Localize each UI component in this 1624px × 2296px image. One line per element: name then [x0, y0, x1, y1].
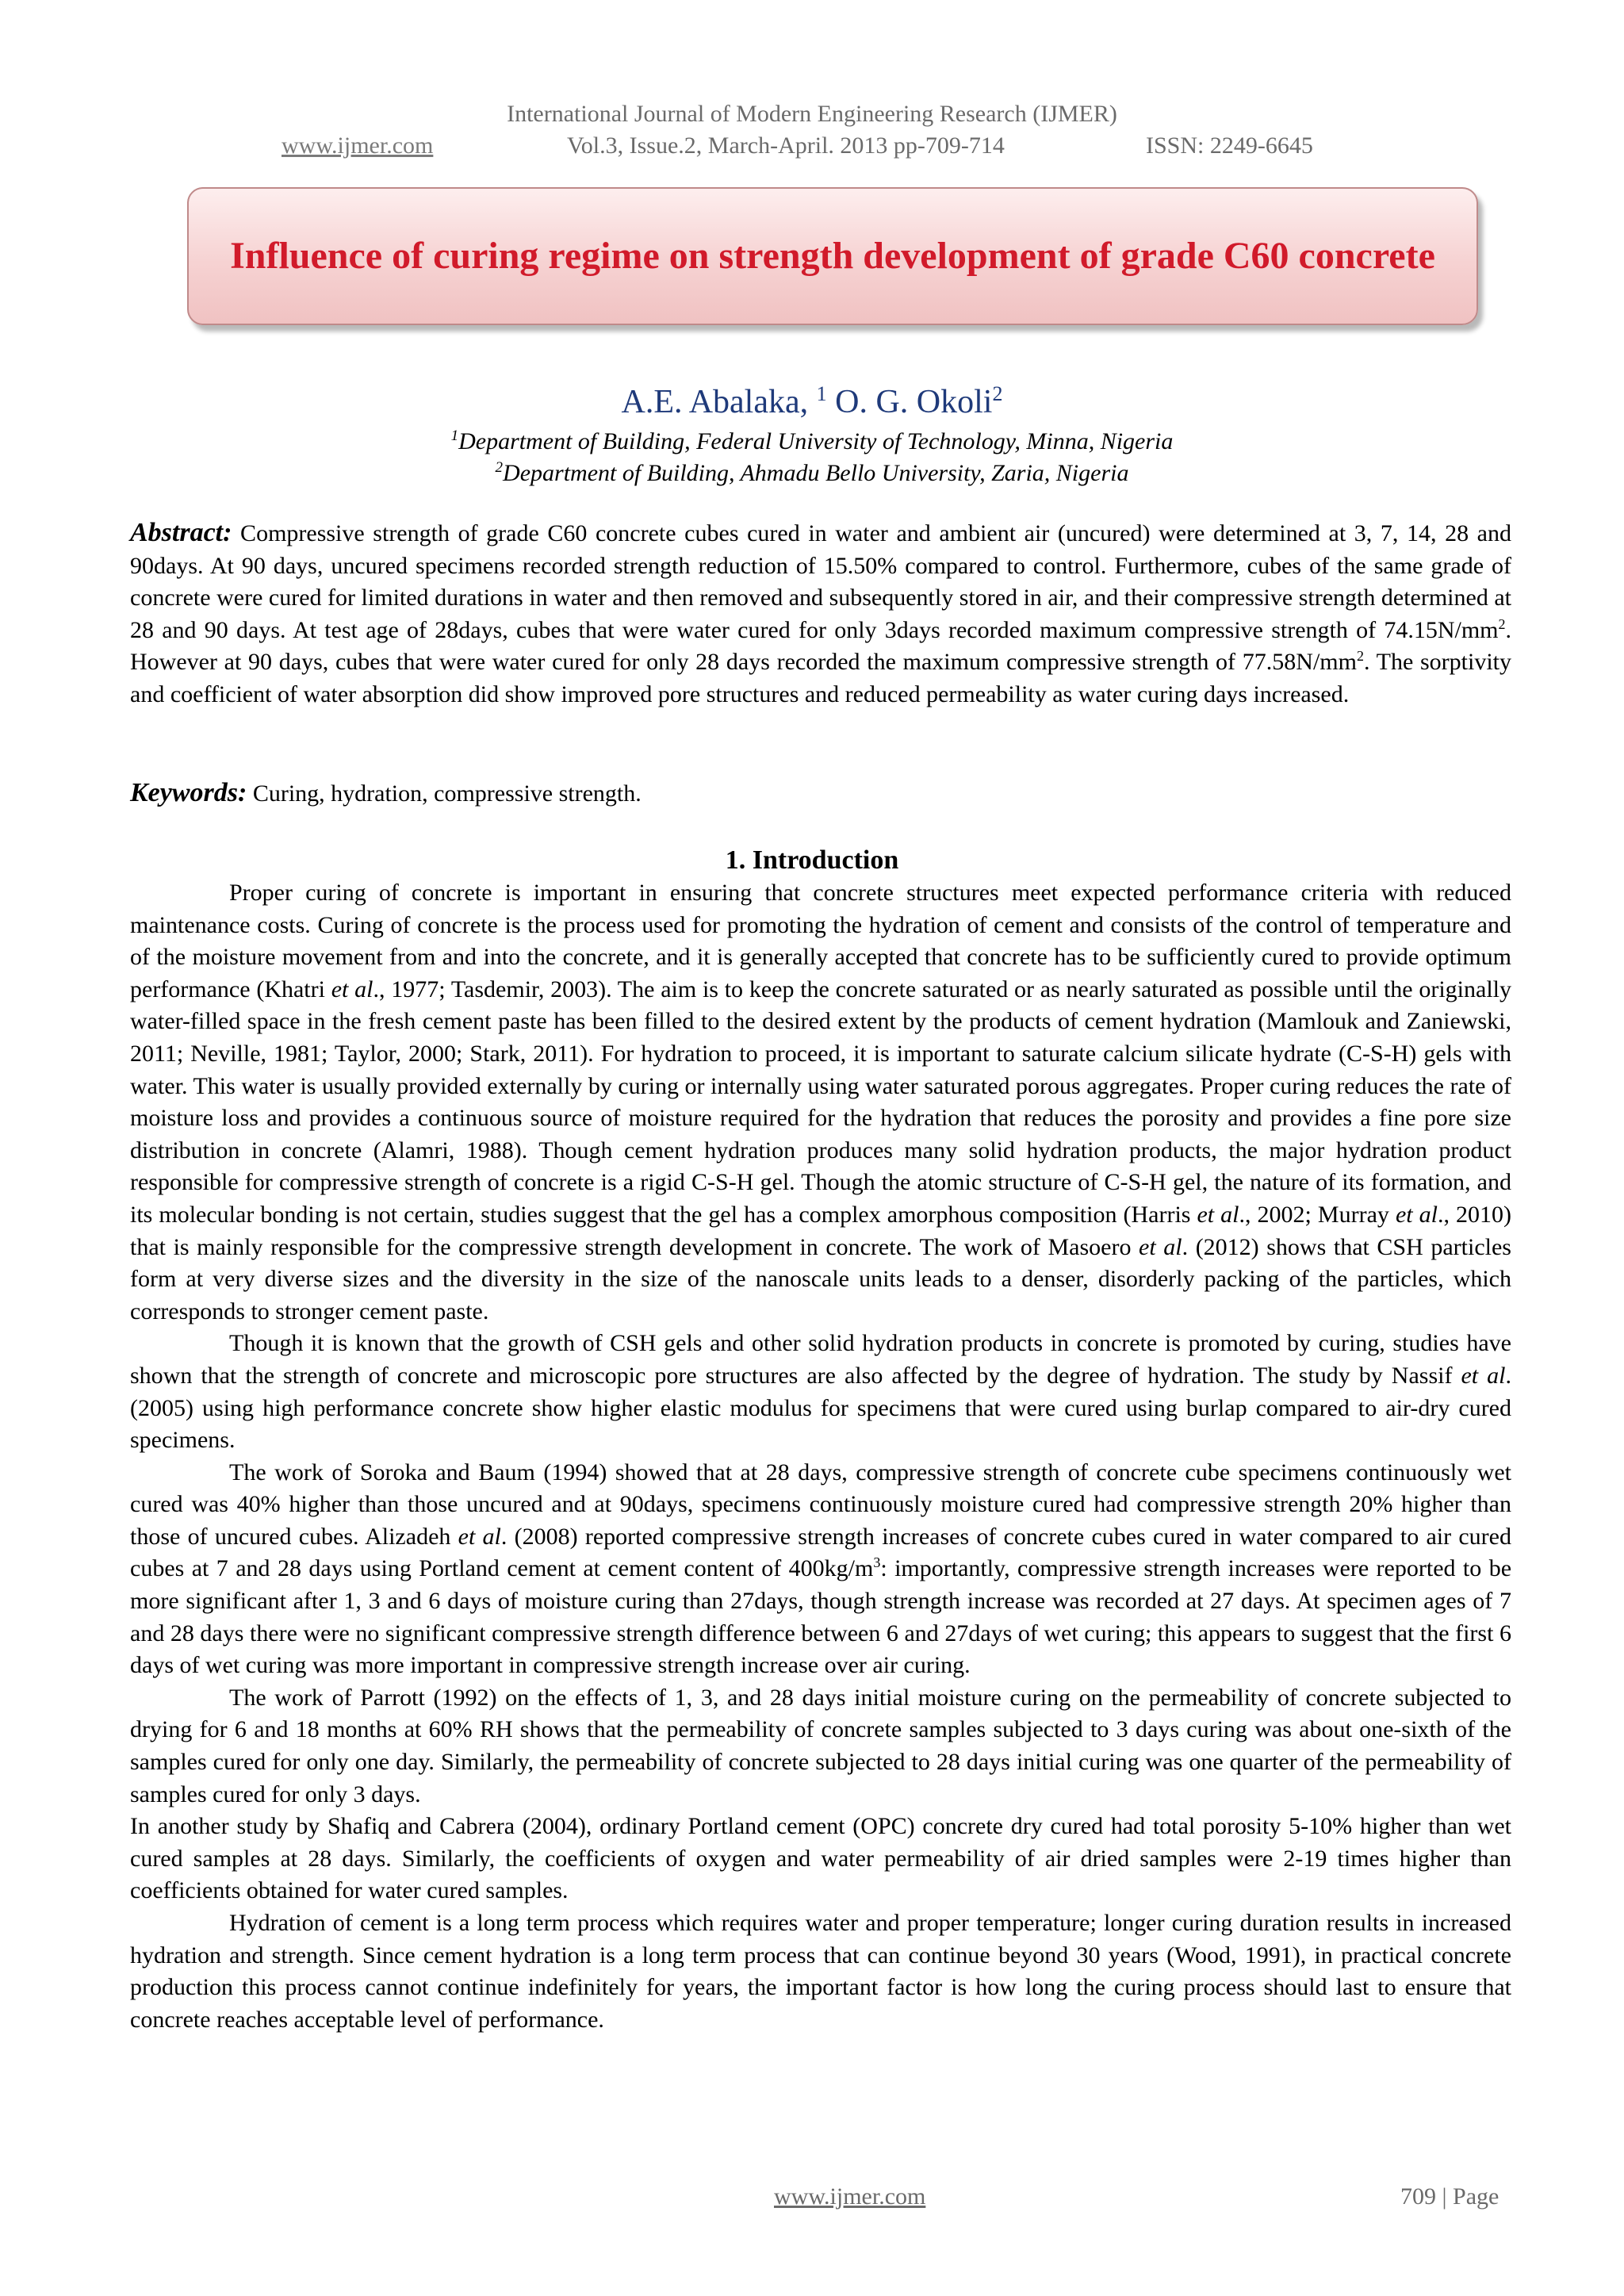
intro-paragraph-2	[130, 1328, 1511, 1456]
affiliation-2-text: Department of Building, Ahmadu Bello University, Zaria, Nigeria	[503, 460, 1129, 486]
journal-website-link[interactable]: www.ijmer.com	[282, 132, 434, 159]
keywords-text: Curing, hydration, compressive strength.	[247, 780, 642, 807]
journal-issn: ISSN: 2249-6645	[1146, 132, 1313, 159]
keywords-label: Keywords:	[130, 778, 247, 807]
abstract-sup-1: 2	[1498, 615, 1506, 632]
intro-p3-superscript: 3	[873, 1554, 881, 1571]
intro-p3-text: : importantly, compressive strength increases were reported to be more significant after 1, 3 and 6 days of moisture curing than 27days, though strength increase was recorded at 27 days. At specimen ages of 7 and 28 days there were no significant compressive strength difference between 6 and 27days of wet curing; this appears to suggest that the first 6 days of wet curing was more important in compressive strength increase over air curing.	[130, 1555, 1512, 1679]
intro-p1-text: Proper curing of concrete is important in ensuring that concrete structures meet expected performance criteria with reduced maintenance costs. Curing of concrete is the process used for promoting the hydration of cement and consists of the control of temperature and of the moisture movement from and into the concrete, and it is generally accepted that concrete has to be sufficiently cured to provide optimum performance (Khatri	[130, 880, 1511, 1002]
intro-paragraph-4: The work of Parrott (1992) on the effects of 1, 3, and 28 days initial moisture curing on the permeability of concrete subjected to drying for 6 and 18 months at 60% RH shows that the permeability of concrete samples subjected to 3 days curing was about one-sixth of the samples cured for only one day. Similarly, the permeability of concrete subjected to 28 days initial curing was one quarter of the permeability of samples cured for only 3 days.	[130, 1684, 1511, 1807]
intro-p1-text: ., 2002; Murray	[1239, 1201, 1396, 1228]
affiliation-1-text: Department of Building, Federal University of Technology, Minna, Nigeria	[458, 428, 1174, 454]
journal-name: International Journal of Modern Engineering Research (IJMER)	[507, 101, 1117, 127]
affiliation-1-marker: 1	[450, 427, 459, 444]
footer-page-number: 709 | Page	[1400, 2183, 1500, 2210]
intro-p1-text: ., 1977; Tasdemir, 2003). The aim is to keep the concrete saturated or as nearly saturated as possible until the originally water-filled space in the fresh cement paste has been filled to the desired extent by the products of cement hydration (Mamlouk and Zaniewski, 2011; Neville, 1981; Taylor, 2000; Stark, 2011). For hydration to proceed, it is important to saturate calcium silicate hydrate (C-S-H) gels with water. This water is usually provided externally by curing or internally using water saturated porous aggregates. Proper curing reduces the rate of moisture loss and provides a continuous source of moisture required for the hydration that reduces the porosity and provides a fine pore size distribution in concrete (Alamri, 1988). Though cement hydration produces many solid hydration products, the major hydration product responsible for compressive strength of concrete is a rigid C-S-H gel. Though the atomic structure of C-S-H gel, the nature of its formation, and its molecular bonding is not certain, studies suggest that the gel has a complex amorphous composition (Harris	[130, 976, 1511, 1228]
intro-p3-text: The work of Soroka and Baum (1994) showed that at 28 days, compressive strength of concrete cube specimens continuously wet cured was 40% higher than those uncured and at 90days, specimens continuously moisture cured had compressive strength 20% higher than those of uncured cubes. Alizadeh	[130, 1458, 1511, 1550]
intro-paragraph-3	[130, 1457, 1511, 1682]
author-1-superscript: 1	[816, 382, 827, 405]
author-line	[0, 374, 1624, 422]
intro-p3-text: . (2008) reported compressive strength increases of concrete cubes cured in water compared to air cured cubes at 7 and 28 days using Portland cement at cement content of 400kg/m	[130, 1523, 1511, 1582]
intro-p2-text: . (2005) using high performance concrete show higher elastic modulus for specimens that were cured using burlap compared to air-dry cured specimens.	[130, 1362, 1511, 1454]
footer-website-link[interactable]: www.ijmer.com	[774, 2183, 926, 2210]
keywords	[130, 777, 1511, 811]
intro-p2-etal: et al	[1461, 1362, 1506, 1389]
affiliation-2	[0, 454, 1624, 488]
intro-p3-etal: et al	[458, 1523, 501, 1550]
abstract	[130, 517, 1511, 711]
abstract-label: Abstract:	[130, 518, 232, 547]
intro-p1-etal: et al	[331, 976, 373, 1002]
affiliation-2-marker: 2	[495, 459, 504, 476]
paper-title: Influence of curing regime on strength development of grade C60 concrete	[230, 235, 1435, 277]
title-banner	[187, 187, 1478, 325]
author-2-superscript: 2	[992, 382, 1003, 405]
journal-meta	[282, 132, 1360, 160]
abstract-text-2: . However at 90 days, cubes that were water cured for only 28 days recorded the maximum compressive strength of 77.58N/mm	[130, 616, 1511, 676]
intro-p1-text: . (2012) shows that CSH particles form at very diverse sizes and the diversity in the size of the nanoscale units leads to a denser, disorderly packing of the particles, which corresponds to stronger cement paste.	[130, 1233, 1511, 1324]
author-1: A.E. Abalaka,	[621, 384, 809, 420]
section-heading-introduction: 1. Introduction	[725, 845, 899, 875]
intro-p1-etal: et al	[1139, 1233, 1182, 1260]
intro-p1-etal: et al	[1395, 1201, 1438, 1228]
intro-paragraph-5: In another study by Shafiq and Cabrera (2004), ordinary Portland cement (OPC) concrete dry cured had total porosity 5-10% higher than wet cured samples at 28 days. Similarly, the coefficients of oxygen and water permeability of air dried samples were 2-19 times higher than coefficients obtained for water cured samples.	[130, 1813, 1511, 1904]
abstract-sup-2: 2	[1356, 648, 1364, 665]
author-2: O. G. Okoli	[835, 384, 993, 420]
journal-volume: Vol.3, Issue.2, March-April. 2013 pp-709-714	[567, 132, 1005, 159]
intro-paragraph-6: Hydration of cement is a long term process which requires water and proper temperature; longer curing duration results in increased hydration and strength. Since cement hydration is a long term process that can continue beyond 30 years (Wood, 1991), in practical concrete production this process cannot continue indefinitely for years, the important factor is how long the curing process should last to ensure that concrete reaches acceptable level of performance.	[130, 1910, 1511, 2033]
abstract-text-1: Compressive strength of grade C60 concrete cubes cured in water and ambient air (uncured) were determined at 3, 7, 14, 28 and 90days. At 90 days, uncured specimens recorded strength reduction of 15.50% compared to control. Furthermore, cubes of the same grade of concrete were cured for limited durations in water and then removed and subsequently stored in air, and their compressive strength determined at 28 and 90 days. At test age of 28days, cubes that were water cured for only 3days recorded maximum compressive strength of 74.15N/mm	[130, 520, 1511, 643]
affiliation-1	[0, 422, 1624, 456]
intro-paragraph-1	[130, 877, 1511, 1328]
intro-p1-etal: et al	[1197, 1201, 1239, 1228]
intro-p1-text: ., 2010) that is mainly responsible for the compressive strength development in concrete. The work of Masoero	[130, 1201, 1511, 1260]
introduction-body	[130, 877, 1511, 2036]
abstract-text-3: . The sorptivity and coefficient of water absorption did show improved pore structures and reduced permeability as water curing days increased.	[130, 649, 1512, 707]
intro-p2-text: Though it is known that the growth of CSH gels and other solid hydration products in concrete is promoted by curing, studies have shown that the strength of concrete and microscopic pore structures are also affected by the degree of hydration. The study by Nassif	[130, 1330, 1511, 1389]
